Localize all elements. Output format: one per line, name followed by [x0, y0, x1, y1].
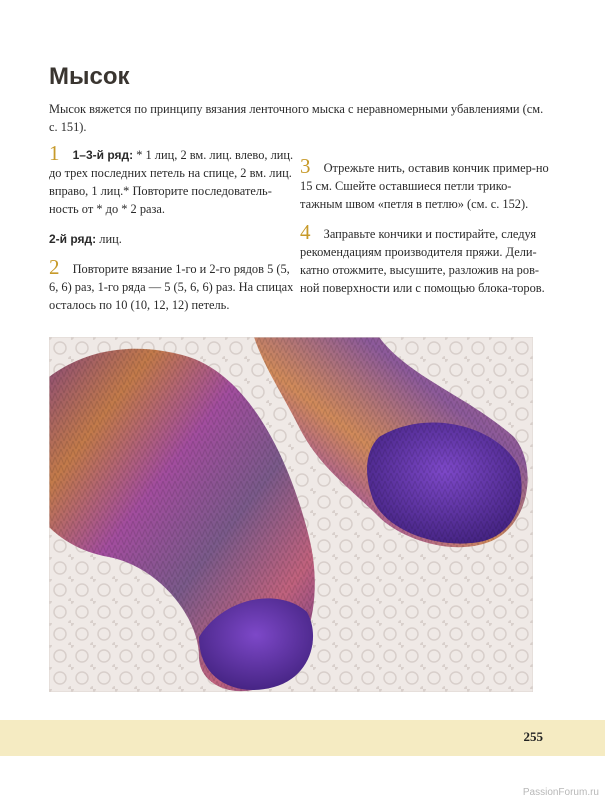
left-column [49, 141, 294, 326]
page-number: 255 [523, 729, 543, 744]
step-number-2: 2 [49, 255, 60, 279]
row-2 [49, 230, 294, 248]
watermark: PassionForum.ru [522, 787, 599, 798]
step-4 [300, 220, 550, 297]
step-number-4: 4 [300, 220, 311, 244]
footer-band [0, 720, 605, 756]
right-column [300, 154, 550, 309]
socks-photo [49, 337, 533, 692]
row-2-text: лиц. [96, 232, 122, 246]
step-number-3: 3 [300, 154, 311, 178]
step-3 [300, 154, 550, 213]
step-3-text: Отрежьте нить, оставив кончик пример-но 15 см. Сшейте оставшиеся петли трико-тажным швом «петля в петлю» (см. с. 152). [300, 161, 549, 211]
socks-illustration [49, 337, 533, 692]
section-title: Мысок [49, 63, 130, 90]
row-2-label: 2-й ряд: [49, 232, 97, 246]
step-1-text: * 1 лиц, 2 вм. лиц. влево, лиц. до трех последних петель на спице, 2 вм. лиц. вправо, 1 лиц.* Повторите последователь-ность от * до * 2 раза. [49, 148, 294, 216]
step-1-label: 1–3-й ряд: [72, 148, 134, 162]
step-2-text: Повторите вязание 1-го и 2-го рядов 5 (5, 6, 6) раз, 1-го ряда — 5 (5, 6, 6) раз. На спицах осталось по 10 (10, 12, 12) петель. [49, 262, 294, 312]
intro-paragraph: Мысок вяжется по принципу вязания ленточного мыска с неравномерными убавлениями (см. с. 151). [49, 102, 544, 134]
step-2 [49, 255, 294, 314]
step-1 [49, 141, 294, 218]
step-number-1: 1 [49, 141, 60, 165]
step-4-text: Заправьте кончики и постирайте, следуя рекомендациям производителя пряжи. Дели-катно отожмите, высушите, разложив на ров-ной поверхности или с помощью блока-торов. [300, 227, 545, 295]
